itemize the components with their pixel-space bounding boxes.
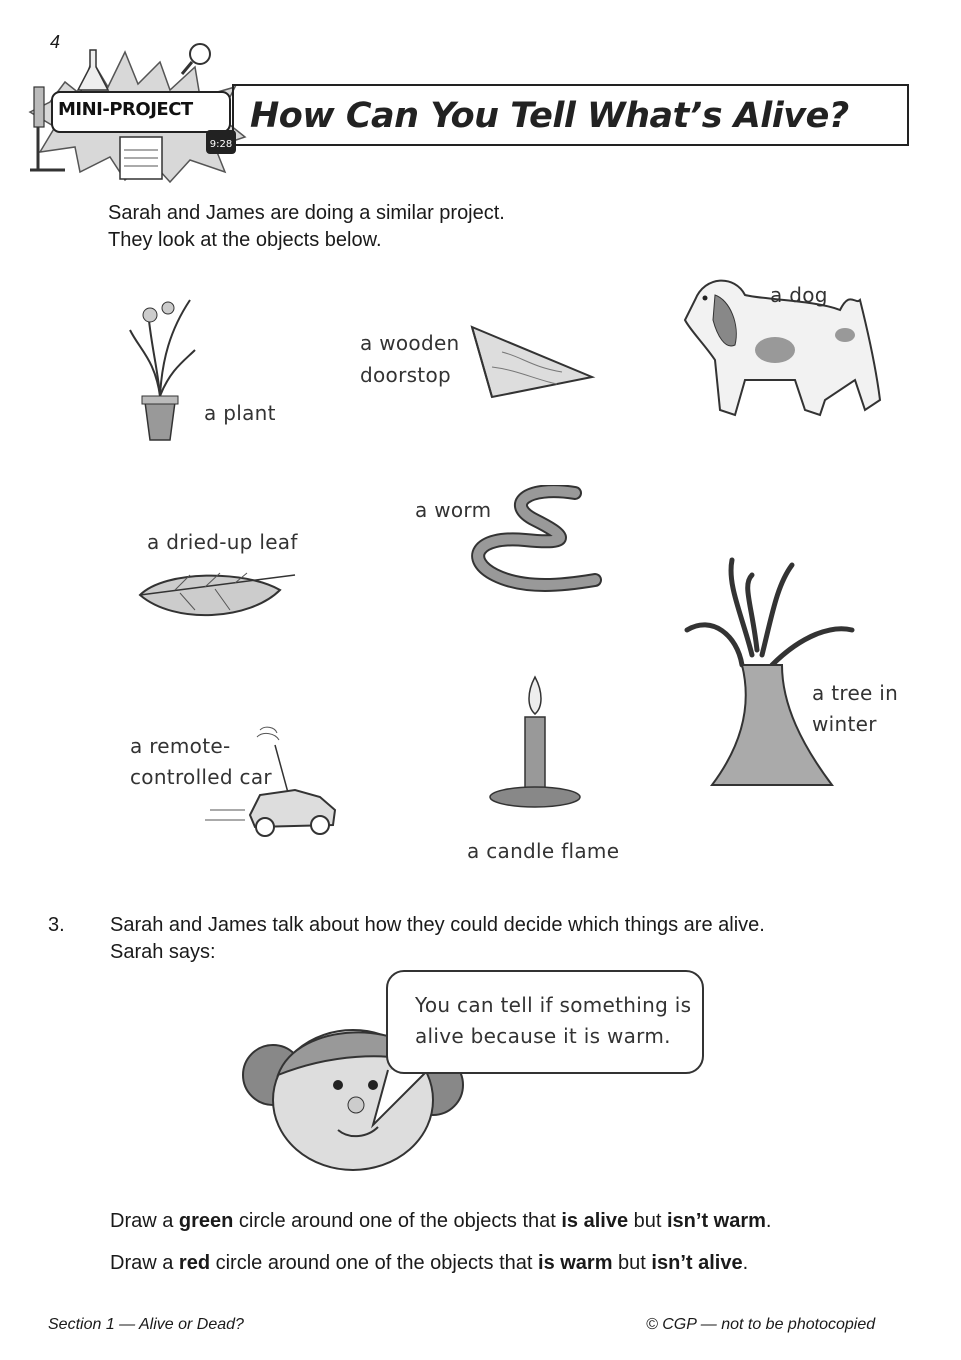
instr2-part-e: but — [612, 1252, 652, 1274]
instr2-red: red — [178, 1252, 211, 1274]
label-leaf: a dried-up leaf — [147, 530, 298, 554]
footer-copyright: © CGP — not to be photocopied — [646, 1316, 876, 1333]
label-candle: a candle flame — [467, 839, 620, 863]
remote-car-illustration — [205, 725, 345, 840]
label-doorstop-2: doorstop — [360, 363, 451, 387]
worm-illustration — [465, 485, 605, 595]
instr1-green: green — [178, 1210, 234, 1232]
instr2-part-g: . — [742, 1252, 749, 1274]
intro-line-2: They look at the objects below. — [108, 229, 382, 251]
label-tree-2: winter — [812, 712, 877, 736]
instr1-part-g: . — [765, 1210, 772, 1232]
instr2-is-warm: is warm — [538, 1252, 613, 1274]
speech-line-1: You can tell if something is — [415, 993, 692, 1017]
timer-text: 9:28 — [209, 139, 233, 150]
label-car-2: controlled car — [130, 765, 272, 789]
instr2-part-a: Draw a — [110, 1252, 179, 1274]
question-line-1: Sarah and James talk about how they could decide which things are alive. — [110, 914, 765, 936]
instr1-part-e: but — [628, 1210, 667, 1232]
leaf-illustration — [135, 565, 300, 630]
page-number: 4 — [50, 32, 61, 52]
speech-line-2: alive because it is warm. — [415, 1024, 671, 1048]
label-tree-1: a tree in — [812, 681, 899, 705]
instr1-part-c: circle around one of the objects that — [233, 1210, 562, 1232]
footer-section: Section 1 — Alive or Dead? — [48, 1316, 244, 1333]
doorstop-illustration — [462, 312, 602, 402]
instruction-red — [110, 1250, 748, 1277]
tree-illustration — [682, 555, 862, 790]
instr1-is-alive: is alive — [561, 1210, 629, 1232]
label-plant: a plant — [204, 401, 276, 425]
speech-text — [415, 990, 691, 1052]
instr2-isnt-alive: isn’t alive — [651, 1252, 743, 1274]
instr1-isnt-warm: isn’t warm — [667, 1210, 766, 1232]
label-doorstop-1: a wooden — [360, 331, 460, 355]
page-title: How Can You Tell What’s Alive? — [250, 96, 849, 136]
candle-illustration — [485, 672, 585, 812]
question-number: 3. — [48, 914, 65, 936]
instr1-part-a: Draw a — [110, 1210, 179, 1232]
plant-illustration — [120, 290, 200, 445]
question-line-2: Sarah says: — [110, 941, 216, 963]
instr2-part-c: circle around one of the objects that — [210, 1252, 539, 1274]
badge-label: MINI-PROJECT — [58, 99, 193, 120]
instruction-green — [110, 1208, 771, 1235]
label-worm: a worm — [415, 498, 492, 522]
label-car-1: a remote- — [130, 734, 231, 758]
intro-line-1: Sarah and James are doing a similar project. — [108, 202, 505, 224]
label-dog: a dog — [770, 283, 828, 307]
